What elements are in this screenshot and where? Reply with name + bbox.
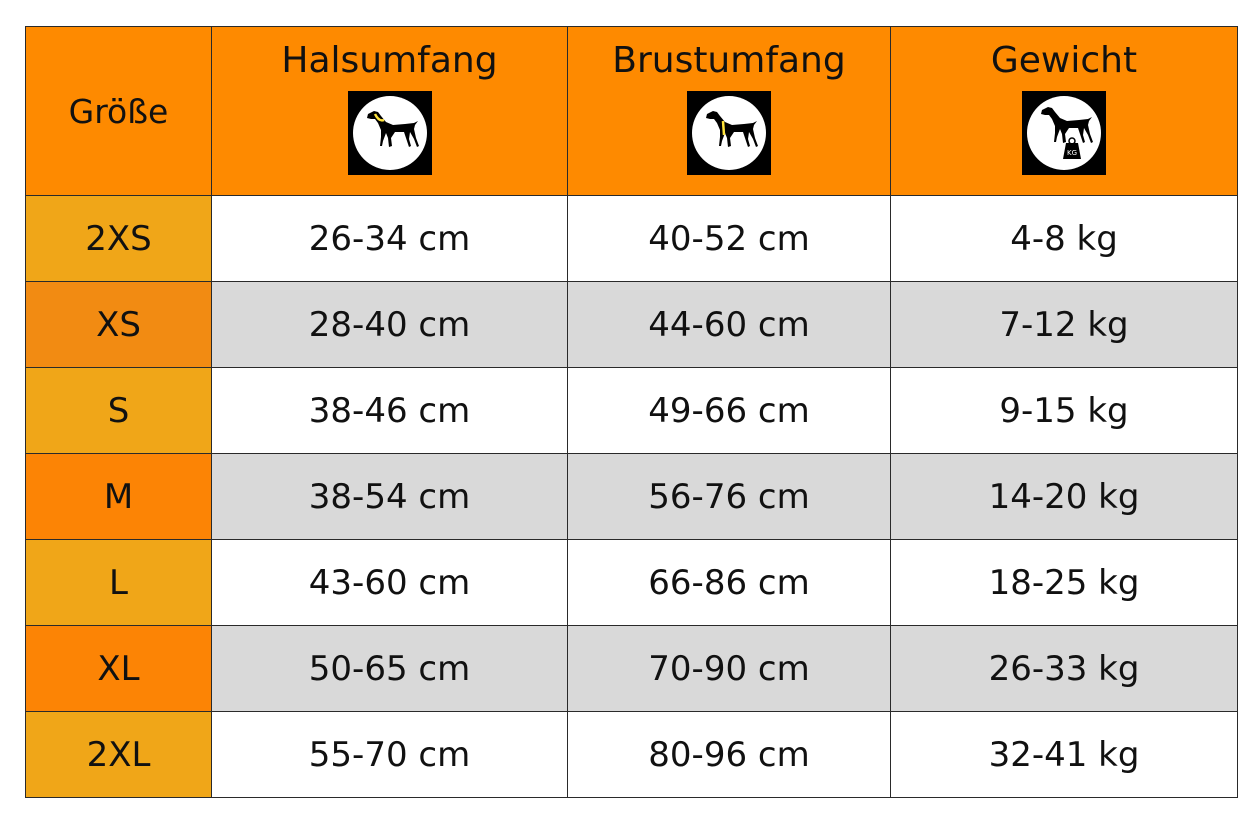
chest-value: 70-90 cm: [568, 626, 891, 712]
weight-icon-label: KG: [1066, 149, 1078, 157]
header-row: [26, 27, 1238, 196]
size-value: XS: [26, 282, 212, 368]
weight-value: 14-20 kg: [891, 454, 1238, 540]
size-value: L: [26, 540, 212, 626]
neck-value: 26-34 cm: [212, 196, 568, 282]
dog-chest-icon: [687, 91, 771, 175]
chest-value: 44-60 cm: [568, 282, 891, 368]
size-value: 2XS: [26, 196, 212, 282]
weight-value: 9-15 kg: [891, 368, 1238, 454]
size-row-2xs: [26, 196, 1238, 282]
chest-value: 80-96 cm: [568, 712, 891, 798]
chest-column-title: Brustumfang: [612, 40, 846, 81]
size-chart-table: [25, 26, 1238, 798]
size-row-m: [26, 454, 1238, 540]
weight-column-header: [891, 27, 1238, 196]
neck-value: 55-70 cm: [212, 712, 568, 798]
chest-value: 66-86 cm: [568, 540, 891, 626]
weight-value: 32-41 kg: [891, 712, 1238, 798]
chest-value: 49-66 cm: [568, 368, 891, 454]
neck-value: 38-54 cm: [212, 454, 568, 540]
size-value: XL: [26, 626, 212, 712]
neck-column-title: Halsumfang: [281, 40, 498, 81]
neck-column-header: [212, 27, 568, 196]
neck-value: 43-60 cm: [212, 540, 568, 626]
size-value: M: [26, 454, 212, 540]
chest-value: 40-52 cm: [568, 196, 891, 282]
size-value: 2XL: [26, 712, 212, 798]
weight-value: 7-12 kg: [891, 282, 1238, 368]
dog-weight-icon: [1022, 91, 1106, 175]
size-row-2xl: [26, 712, 1238, 798]
neck-value: 50-65 cm: [212, 626, 568, 712]
size-rows: [26, 196, 1238, 798]
weight-value: 18-25 kg: [891, 540, 1238, 626]
dog-neck-icon: [348, 91, 432, 175]
size-row-s: [26, 368, 1238, 454]
weight-value: 4-8 kg: [891, 196, 1238, 282]
neck-value: 28-40 cm: [212, 282, 568, 368]
size-value: S: [26, 368, 212, 454]
size-row-l: [26, 540, 1238, 626]
chest-value: 56-76 cm: [568, 454, 891, 540]
neck-value: 38-46 cm: [212, 368, 568, 454]
size-column-header: Größe: [26, 27, 212, 196]
size-row-xs: [26, 282, 1238, 368]
chest-column-header: [568, 27, 891, 196]
size-row-xl: [26, 626, 1238, 712]
weight-value: 26-33 kg: [891, 626, 1238, 712]
weight-column-title: Gewicht: [990, 40, 1138, 81]
